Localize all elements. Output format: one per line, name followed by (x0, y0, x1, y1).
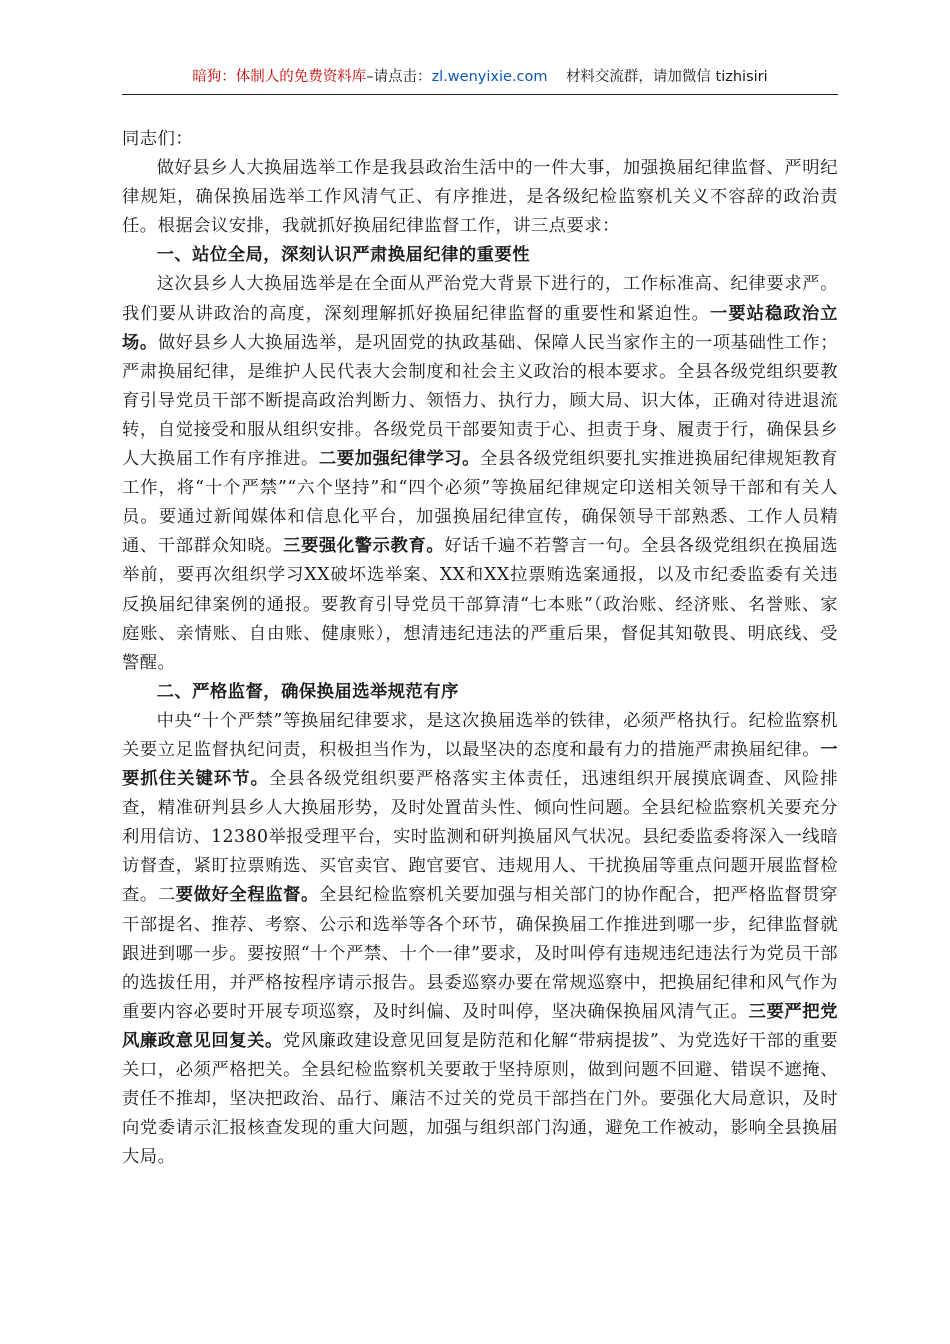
point-2-3: 三要严把党风廉政意见回复关。 (122, 1001, 838, 1051)
intro-paragraph: 做好县乡人大换届选举工作是我县政治生活中的一件大事，加强换届纪律监督、严明纪律规矩，确保换届选举工作风清气正、有序推进，是各级纪检监察机关义不容辞的政治责任。根据会议安排，我就抓好换届纪律监督工作，讲三点要求： (122, 158, 838, 237)
click-prompt: –请点击： (366, 69, 432, 85)
point-1-3: 三要强化警示教育。 (283, 536, 445, 557)
point-1-1: 一要站稳政治立场。 (122, 303, 838, 353)
document-body (122, 125, 838, 1172)
header-divider (122, 94, 838, 95)
point-2-2: 要做好全程监督。 (175, 885, 319, 906)
page-header-banner (122, 66, 838, 88)
greeting: 同志们： (122, 129, 194, 149)
site-url-link[interactable]: zl.wenyixie.com (431, 69, 548, 85)
group-note: 材料交流群，请加微信 tizhisiri (565, 69, 768, 85)
point-2-1: 一要抓住关键环节。 (122, 739, 838, 790)
section-2-paragraph: 中央“十个严禁”等换届纪律要求，是这次换届选举的铁律，必须严格执行。纪检监察机关要立足监督执纪问责，积极担当作为，以最坚决的态度和最有力的措施严肃换届纪律。一要抓住关键环节。全县各级党组织要严格落实主体责任，迅速组织开展摸底调查、风险排查，精准研判县乡人大换届形势，及时处置苗头性、倾向性问题。全县纪检监察机关要充分利用信访、12380举报受理平台，实时监测和研判换届风气状况。县纪委监委将深入一线暗访督查，紧盯拉票贿选、买官卖官、跑官要官、违规用人、干扰换届等重点问题开展监督检查。二要做好全程监督。全县纪检监察机关要加强与相关部门的协作配合，把严格监督贯穿干部提名、推荐、考察、公示和选举等各个环节，确保换届工作推进到哪一步，纪律监督就跟进到哪一步。要按照“十个严禁、十个一律”要求，及时叫停有违规违纪违法行为党员干部的选拔任用，并严格按程序请示报告。县委巡察办要在常规巡察中，把换届纪律和风气作为重要内容必要时开展专项巡察，及时纠偏、及时叫停，坚决确保换届风清气正。三要严把党风廉政意见回复关。党风廉政建设意见回复是防范和化解“带病提拔”、为党选好干部的重要关口，必须严格把关。全县纪检监察机关要敢于坚持原则，做到问题不回避、错误不遮掩、责任不推却，坚决把政治、品行、廉洁不过关的党员干部挡在门外。要强化大局意识，及时向党委请示汇报核查发现的重大问题，加强与组织部门沟通，避免工作被动，影响全县换届大局。 (122, 710, 838, 1168)
section-1-paragraph: 这次县乡人大换届选举是在全面从严治党大背景下进行的，工作标准高、纪律要求严。我们要从讲政治的高度，深刻理解抓好换届纪律监督的重要性和紧迫性。一要站稳政治立场。做好县乡人大换届选举，是巩固党的执政基础、保障人民当家作主的一项基础性工作；严肃换届纪律，是维护人民代表大会制度和社会主义政治的根本要求。全县各级党组织要教育引导党员干部不断提高政治判断力、领悟力、执行力，顾大局、识大体，正确对待进退流转，自觉接受和服从组织安排。各级党员干部要知责于心、担责于身、履责于行，确保县乡人大换届工作有序推进。二要加强纪律学习。全县各级党组织要扎实推进换届纪律规矩教育工作，将“十个严禁”“六个坚持”和“四个必须”等换届纪律规定印送相关领导干部和有关人员。要通过新闻媒体和信息化平台，加强换届纪律宣传，确保领导干部熟悉、工作人员精通、干部群众知晓。三要强化警示教育。好话千遍不若警言一句。全县各级党组织在换届选举前，要再次组织学习XX破坏选举案、XX和XX拉票贿选案通报，以及市纪委监委有关违反换届纪律案例的通报。要教育引导党员干部算清“七本账”（政治账、经济账、名誉账、家庭账、亲情账、自由账、健康账），想清违纪违法的严重后果，督促其知敬畏、明底线、受警醒。 (122, 274, 838, 673)
section-1-heading: 一、站位全局，深刻认识严肃换届纪律的重要性 (156, 245, 531, 266)
site-name: 暗狗：体制人的免费资料库 (192, 69, 367, 85)
point-1-2: 二要加强纪律学习。 (318, 449, 481, 470)
section-2-heading: 二、严格监督，确保换届选举规范有序 (156, 681, 459, 702)
